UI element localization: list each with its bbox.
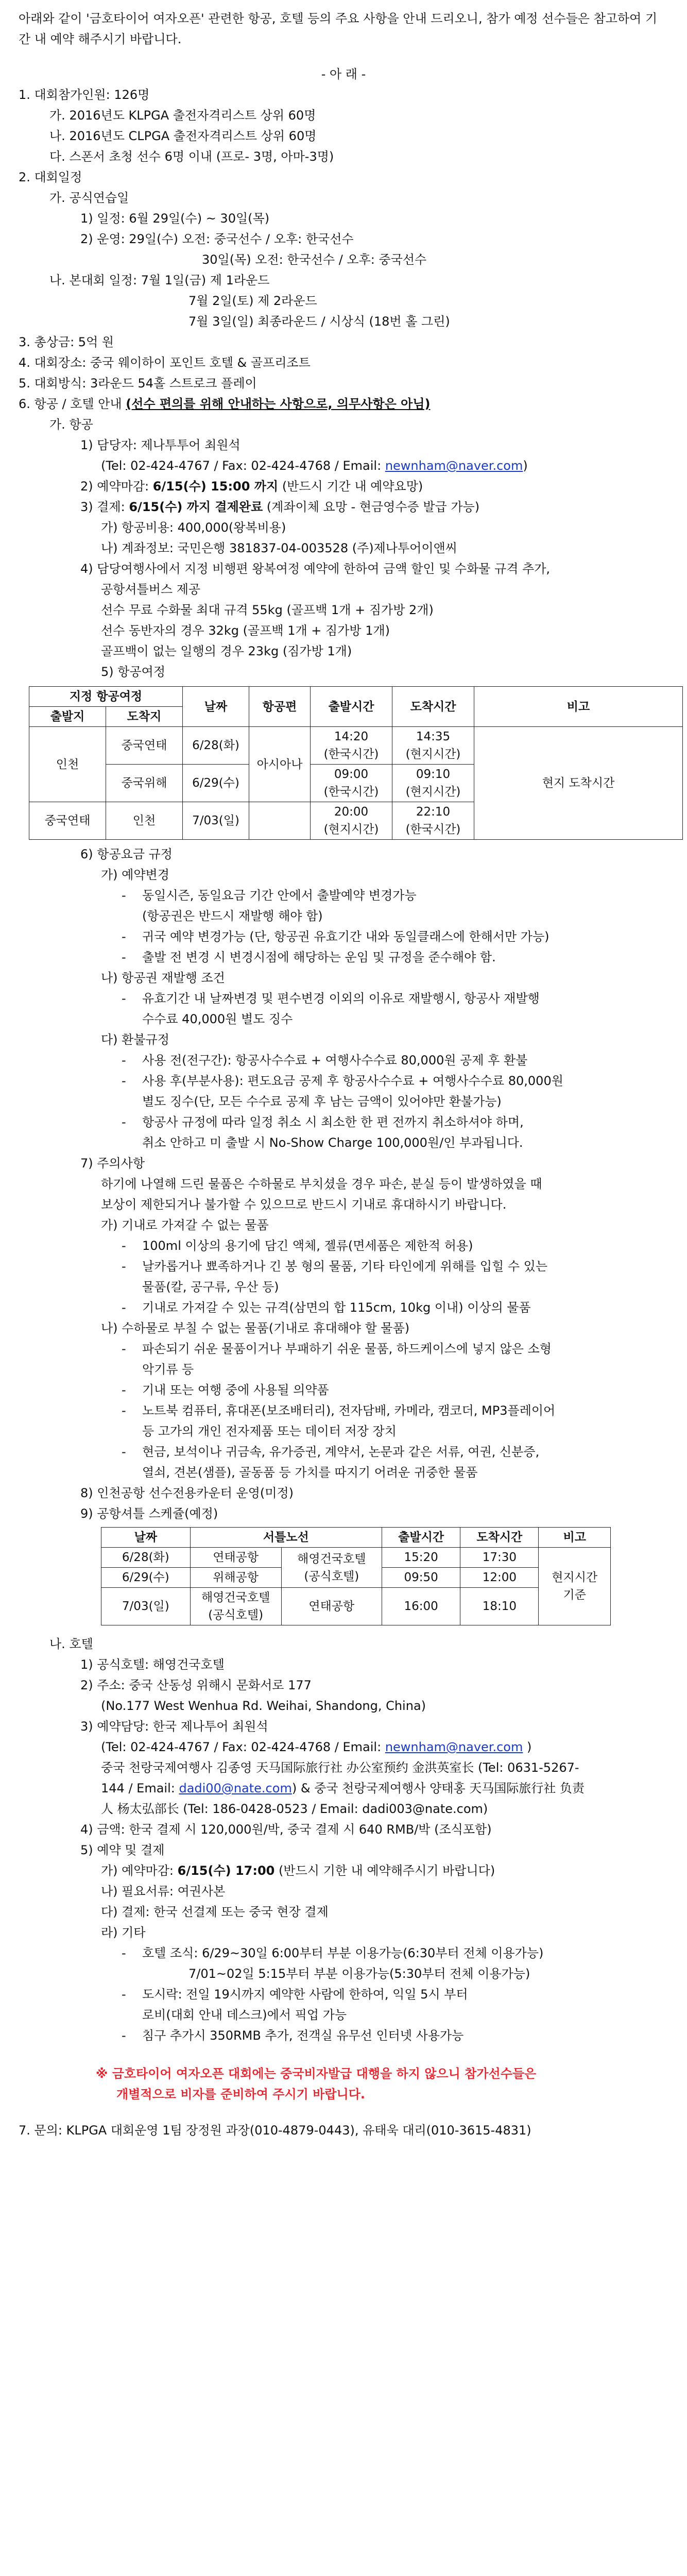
table-cell: 18:10 [460,1588,539,1625]
table-header: 출발지 [29,707,106,727]
dep-time: 20:00 [334,805,369,819]
list-item: - 유효기간 내 날짜변경 및 편수변경 이외의 이유로 재발행시, 항공사 재발행 [122,991,540,1006]
arr-zone: (현지시간) [405,748,461,761]
table-cell [392,802,474,840]
flight-itinerary-heading: 5) 항공여정 [101,665,165,679]
hotel-payment: 다) 결제: 한국 선결제 또는 중국 현장 결제 [101,1905,329,1919]
list-item [19,1359,668,1380]
visa-warning-line2: 개별적으로 비자를 준비하여 주시기 바랍니다. [116,2087,366,2102]
table-header: 비고 [539,1528,611,1548]
table-header: 도착지 [106,707,183,727]
hotel-email-link[interactable]: newnham@naver.com [385,1740,523,1754]
table-cell [539,1548,611,1625]
list-item-text: 노트북 컴퓨터, 휴대폰(보조배터리), 전자담배, 카메라, 캠코더, MP3플레이어 [142,1403,556,1418]
hotel-deadline-date: 6/15(수) 17:00 [177,1863,275,1878]
list-item: - 사용 전(전구간): 항공사수수료 + 여행사수수료 80,000원 공제 후 환불 [122,1053,528,1067]
list-item [19,1009,668,1029]
hotel-contact-info [19,1737,668,1757]
shuttle-table [101,1527,611,1625]
flight-deadline [19,476,668,497]
list-item-text: 현금, 보석이나 귀금속, 유가증권, 계약서, 논문과 같은 서류, 여권, 신분증, [142,1445,540,1459]
table-cell [311,765,392,802]
s2-practice-ops-2: 30일(목) 오전: 한국선수 / 오후: 중국선수 [202,252,427,267]
hotel-booking-heading: 5) 예약 및 결제 [80,1843,165,1857]
flight-deadline-date: 6/15(수) 15:00 까지 [152,479,279,494]
list-item: - 출발 전 변경 시 변경시점에 해당하는 운임 및 규정을 준수해야 함. [122,950,496,964]
table-cell: 6/28(화) [101,1548,191,1568]
table-cell: 6/29(수) [101,1568,191,1588]
caution-text: 하기에 나열해 드린 물품은 수하물로 부치셨을 경우 파손, 분실 등이 발생하였을 때 [101,1177,542,1191]
table-cell: 6/28(화) [183,727,249,765]
s2-title: 2. 대회일정 [19,170,82,184]
s2-main-round: 나. 본대회 일정: 7월 1일(금) 제 1라운드 [49,273,270,287]
hotel-deadline [19,1860,668,1881]
flight-payment-label: 3) 결제: [80,500,129,514]
table-cell [311,802,392,840]
arr-time: 14:35 [416,730,451,743]
shuttle-heading: 9) 공항셔틀 스케쥴(예정) [80,1506,218,1521]
hotel-sub: (공식호텔) [304,1569,359,1583]
table-cell: 연태공항 [281,1588,382,1625]
table-cell: 중국위해 [106,765,183,802]
s1-item: 가. 2016년도 KLPGA 출전자격리스트 상위 60명 [49,108,316,123]
paren-close: ) [523,459,528,473]
hotel-heading: 나. 호텔 [49,1637,93,1651]
flight-payment [19,497,668,517]
flight-contact-info [19,455,668,476]
list-item: - 100ml 이상의 용기에 담긴 액체, 젤류(면세품은 제한적 허용) [122,1239,473,1253]
list-item-text: (항공권은 반드시 재발행 해야 함) [142,909,323,923]
flight-benefit: 4) 담당여행사에서 지정 비행편 왕복여정 예약에 한하여 금액 할인 및 수화물 규격 추가, [80,562,551,576]
table-cell: 7/03(일) [183,802,249,840]
s6-title-bold: (선수 편의를 위해 안내하는 사항으로, 의무사항은 아님) [126,397,431,411]
baggage-companion: 선수 동반자의 경우 32kg (골프백 1개 + 짐가방 1개) [101,623,390,638]
refund-heading: 다) 환불규정 [101,1032,169,1047]
table-cell: 09:50 [382,1568,460,1588]
table-cell [392,765,474,802]
table-header: 서틀노선 [190,1528,382,1548]
section-title: - 아 래 - [321,67,366,81]
s2-practice: 가. 공식연습일 [49,191,129,205]
arr-time: 09:10 [416,768,451,781]
hotel-contact: 3) 예약담당: 한국 제나투어 최원석 [80,1719,268,1734]
list-item: - 기내로 가져갈 수 있는 규격(삼면의 합 115cm, 10kg 이내) 이상의 물품 [122,1300,531,1315]
hotel-contact-mid: ) & 중국 천랑국제여행사 양태홍 天马国际旅行社 负责 [291,1781,585,1795]
baggage-player: 선수 무료 수화물 최대 규격 55kg (골프백 1개 + 짐가방 2개) [101,603,434,617]
flight-cost: 가) 항공비용: 400,000(왕복비용) [101,520,286,535]
table-header: 날짜 [183,687,249,727]
table-cell [190,1588,281,1625]
s3-prize: 3. 총상금: 5억 원 [19,335,114,349]
flight-payment-date: 6/15(수) 까지 결제완료 [129,500,263,514]
list-item-text: 수수료 40,000원 별도 징수 [142,1012,293,1026]
s7-inquiry: 7. 문의: KLPGA 대회운영 1팀 장정원 과장(010-4879-0443), 유태욱 대리(010-3615-4831) [19,2123,531,2138]
table-cell: 현지 도착시간 [474,727,683,840]
s1-item: 나. 2016년도 CLPGA 출전자격리스트 상위 60명 [49,129,317,143]
dep-time: 14:20 [334,730,369,743]
flight-deadline-label: 2) 예약마감: [80,479,153,494]
list-item-text: 항공사 규정에 따라 일정 취소 시 최소한 한 편 전까지 취소하셔야 하며, [142,1115,524,1129]
flight-account: 나) 계좌정보: 국민은행 381837-04-003528 (주)제나투어이앤씨 [101,541,457,555]
hotel-contact-cn-2 [19,1778,668,1799]
arr-zone: (현지시간) [405,785,461,799]
arr-zone: (한국시간) [405,823,461,836]
list-item-text: 악기류 등 [142,1362,194,1377]
table-cell: 12:00 [460,1568,539,1588]
list-item [19,906,668,926]
list-item: - 기내 또는 여행 중에 사용될 의약품 [122,1383,329,1397]
hotel-contact-phone: (Tel: 02-424-4767 / Fax: 02-424-4768 / Email: [101,1740,385,1754]
list-item-text: 유효기간 내 날짜변경 및 편수변경 이외의 이유로 재발행시, 항공사 재발행 [142,991,540,1006]
no-checked-heading: 나) 수하물로 부칠 수 없는 물품(기내로 휴대해야 할 물품) [101,1321,410,1335]
table-cell: 16:00 [382,1588,460,1625]
s1-item: 다. 스폰서 초청 선수 6명 이내 (프로- 3명, 아마-3명) [49,149,334,164]
table-cell: 아시아나 [249,727,311,802]
list-item-text: 도시락: 전일 19시까지 예약한 사람에 한하여, 익일 5시 부터 [142,1987,468,2002]
hotel-documents: 나) 필요서류: 여권사본 [101,1884,226,1899]
table-cell: 중국연태 [29,802,106,840]
table-cell [281,1548,382,1588]
list-item [19,1462,668,1483]
hotel-price: 4) 금액: 한국 결제 시 120,000원/박, 중국 결제 시 640 RMB/박 (조식포함) [80,1822,492,1837]
table-row [101,1548,611,1568]
list-item-text: 열쇠, 견본(샘플), 골동품 등 가치를 따지기 어려운 귀중한 물품 [142,1465,478,1480]
fare-rules-heading: 6) 항공요금 규정 [80,847,173,861]
list-item: - 귀국 예약 변경가능 (단, 항공권 유효기간 내와 동일클래스에 한해서만 가능) [122,929,549,944]
list-item-text: 사용 전(전구간): 항공사수수료 + 여행사수수료 80,000원 공제 후 환불 [142,1053,528,1067]
table-row [29,727,683,765]
list-item: - 노트북 컴퓨터, 휴대폰(보조배터리), 전자담배, 카메라, 캠코더, MP3플레이어 [122,1403,556,1418]
hotel-address-en: (No.177 West Wenhua Rd. Weihai, Shandong, China) [101,1699,426,1713]
visa-warning [19,2063,668,2105]
table-cell: 인천 [29,727,106,802]
hotel-contact-cn-3: 人 杨太弘部长 (Tel: 186-0428-0523 / Email: dadi003@nate.com) [101,1802,488,1816]
list-item-text: 동일시즌, 동일요금 기간 안에서 출발예약 변경가능 [142,888,417,903]
note-line: 현지시간 [552,1571,598,1584]
dep-zone: (한국시간) [323,785,379,799]
table-cell: 인천 [106,802,183,840]
list-item-text: 귀국 예약 변경가능 (단, 항공권 유효기간 내와 동일클래스에 한해서만 가능) [142,929,549,944]
table-cell: 위해공항 [190,1568,281,1588]
list-item-text: 100ml 이상의 용기에 담긴 액체, 젤류(면세품은 제한적 허용) [142,1239,473,1253]
list-item: - 사용 후(부분사용): 편도요금 공제 후 항공사수수료 + 여행사수수료 80,000원 [122,1074,563,1088]
hotel-sub: (공식호텔) [208,1608,264,1622]
table-header: 출발시간 [311,687,392,727]
flight-email-link[interactable]: newnham@naver.com [385,459,523,473]
flight-contact-phone: (Tel: 02-424-4767 / Fax: 02-424-4768 / Email: [101,459,385,473]
dep-zone: (현지시간) [323,823,379,836]
table-header: 출발시간 [382,1528,460,1548]
table-header: 도착시간 [392,687,474,727]
list-item-text: 기내 또는 여행 중에 사용될 의약품 [142,1383,329,1397]
table-header: 지정 항공여정 [29,687,183,707]
list-item: - 항공사 규정에 따라 일정 취소 시 최소한 한 편 전까지 취소하셔야 하며, [122,1115,524,1129]
list-item-text: 파손되기 쉬운 물품이거나 부패하기 쉬운 물품, 하드케이스에 넣지 않은 소형 [142,1342,552,1356]
list-item: - 호텔 조식: 6/29~30일 6:00부터 부분 이용가능(6:30부터 전체 이용가능) [122,1946,544,1960]
list-item [19,1277,668,1297]
list-item: - 날카롭거나 뾰족하거나 긴 봉 형의 물품, 기타 타인에게 위해를 입힐 수 있는 [122,1259,548,1274]
hotel-contact-cn: 중국 천랑국제여행사 김종영 天马国际旅行社 办公室预约 金洪英室长 (Tel: 0631-5267- [101,1760,579,1775]
table-cell [311,727,392,765]
list-item-text: 호텔 조식: 6/29~30일 6:00부터 부분 이용가능(6:30부터 전체 이용가능) [142,1946,544,1960]
airport-counter: 8) 인천공항 선수전용카운터 운영(미정) [80,1486,294,1500]
arr-time: 22:10 [416,805,451,819]
list-item-text: 사용 후(부분사용): 편도요금 공제 후 항공사수수료 + 여행사수수료 80,000원 [142,1074,563,1088]
dep-time: 09:00 [334,768,369,781]
list-item-text: 물품(칼, 공구류, 우산 등) [142,1280,279,1294]
s2-practice-ops: 2) 운영: 29일(수) 오전: 중국선수 / 오후: 한국선수 [80,232,354,246]
list-item-text: 로비(대회 안내 데스크)에서 픽업 가능 [142,2008,347,2022]
list-item-text: 기내로 가져갈 수 있는 규격(삼면의 합 115cm, 10kg 이내) 이상의 물품 [142,1300,531,1315]
flight-table [29,686,683,840]
list-item: - 현금, 보석이나 귀금속, 유가증권, 계약서, 논문과 같은 서류, 여권, 신분증, [122,1445,540,1459]
list-item [19,1132,668,1153]
hotel-contact-prefix: 144 / Email: [101,1781,179,1795]
flight-contact: 1) 담당자: 제나투투어 최원석 [80,438,241,452]
s2-practice-date: 1) 일정: 6월 29일(수) ~ 30일(목) [80,211,270,226]
s6-flight-heading: 가. 항공 [49,417,93,432]
fare-change-heading: 가) 예약변경 [101,868,169,882]
table-cell: 17:30 [460,1548,539,1568]
hotel-etc-heading: 라) 기타 [101,1925,146,1940]
s4-venue: 4. 대회장소: 중국 웨이하이 포인트 호텔 & 골프리조트 [19,355,311,370]
table-header-row [29,687,683,707]
hotel-deadline-label: 가) 예약마감: [101,1863,178,1878]
list-item-text: 날카롭거나 뾰족하거나 긴 봉 형의 물품, 기타 타인에게 위해를 입힐 수 있는 [142,1259,548,1274]
flight-benefit-2: 공항셔틀버스 제공 [101,582,201,597]
list-item [19,1091,668,1112]
list-item [19,2005,668,2025]
table-cell [249,802,311,840]
hotel-deadline-note: (반드시 기한 내 예약해주시기 바랍니다) [274,1863,495,1878]
list-item [19,1421,668,1442]
list-item: - 도시락: 전일 19시까지 예약한 사람에 한하여, 익일 5시 부터 [122,1987,468,2002]
table-header-row [101,1528,611,1548]
s6-title [19,394,668,414]
list-item-text: 별도 징수(단, 모든 수수료 공제 후 남는 금액이 있어야만 환불가능) [142,1094,502,1109]
dep-zone: (한국시간) [323,748,379,761]
table-row [101,1588,611,1625]
list-item: - 침구 추가시 350RMB 추가, 전객실 유무선 인터넷 사용가능 [122,2028,464,2043]
list-item-text: 침구 추가시 350RMB 추가, 전객실 유무선 인터넷 사용가능 [142,2028,464,2043]
flight-payment-note: (계좌이체 요망 - 현금영수증 발급 가능) [263,500,480,514]
table-header: 항공편 [249,687,311,727]
table-header: 도착시간 [460,1528,539,1548]
s5-format: 5. 대회방식: 3라운드 54홀 스트로크 플레이 [19,376,257,391]
caution-heading: 7) 주의사항 [80,1156,145,1171]
flight-deadline-note: (반드시 기간 내 예약요망) [278,479,423,494]
table-cell: 연태공항 [190,1548,281,1568]
list-item-cont: 7/01~02일 5:15부터 부분 이용가능(5:30부터 전체 이용가능) [188,1967,530,1981]
table-header: 날짜 [101,1528,191,1548]
table-cell: 6/29(수) [183,765,249,802]
hotel-name: 해영건국호텔 [297,1552,366,1566]
list-item-text: 출발 전 변경 시 변경시점에 해당하는 운임 및 규정을 준수해야 함. [142,950,496,964]
list-item-text: 등 고가의 개인 전자제품 또는 데이터 저장 장치 [142,1424,397,1438]
hotel-cn-email-link[interactable]: dadi00@nate.com [179,1781,292,1795]
list-item-text: 취소 안하고 미 출발 시 No-Show Charge 100,000원/인 부과됩니다. [142,1136,523,1150]
list-item: - 동일시즌, 동일요금 기간 안에서 출발예약 변경가능 [122,888,417,903]
list-item: - 파손되기 쉬운 물품이거나 부패하기 쉬운 물품, 하드케이스에 넣지 않은 소형 [122,1342,552,1356]
table-cell [392,727,474,765]
hotel-address: 2) 주소: 중국 산동성 위해시 문화서로 177 [80,1678,312,1692]
reissue-heading: 나) 항공권 재발행 조건 [101,971,225,985]
caution-text-2: 보상이 제한되거나 불가할 수 있으므로 반드시 기내로 휴대하시기 바랍니다. [101,1197,507,1212]
table-cell: 7/03(일) [101,1588,191,1625]
paren-close: ) [523,1740,532,1754]
no-carryon-heading: 가) 기내로 가져갈 수 없는 물품 [101,1218,269,1232]
s1-title: 1. 대회참가인원: 126명 [19,88,150,102]
visa-warning-line1: ※ 금호타이어 여자오픈 대회에는 중국비자발급 대행을 하지 않으니 참가선수들은 [96,2066,537,2081]
table-header: 비고 [474,687,683,727]
baggage-no-golfbag: 골프백이 없는 일행의 경우 23kg (짐가방 1개) [101,644,352,658]
s2-main-round-2: 7월 2일(토) 제 2라운드 [188,294,317,308]
table-cell: 중국연태 [106,727,183,765]
hotel-official: 1) 공식호텔: 해영건국호텔 [80,1657,225,1672]
s2-main-round-3: 7월 3일(일) 최종라운드 / 시상식 (18번 홀 그린) [188,314,450,329]
hotel-name: 해영건국호텔 [201,1591,270,1604]
table-cell: 15:20 [382,1548,460,1568]
s6-title-plain: 6. 항공 / 호텔 안내 [19,397,126,411]
note-line: 기준 [563,1588,586,1602]
intro-paragraph: 아래와 같이 '금호타이어 여자오픈' 관련한 항공, 호텔 등의 주요 사항을 안내 드리오니, 참가 예정 선수들은 참고하여 기간 내 예약 해주시기 바랍니다. [19,11,658,46]
